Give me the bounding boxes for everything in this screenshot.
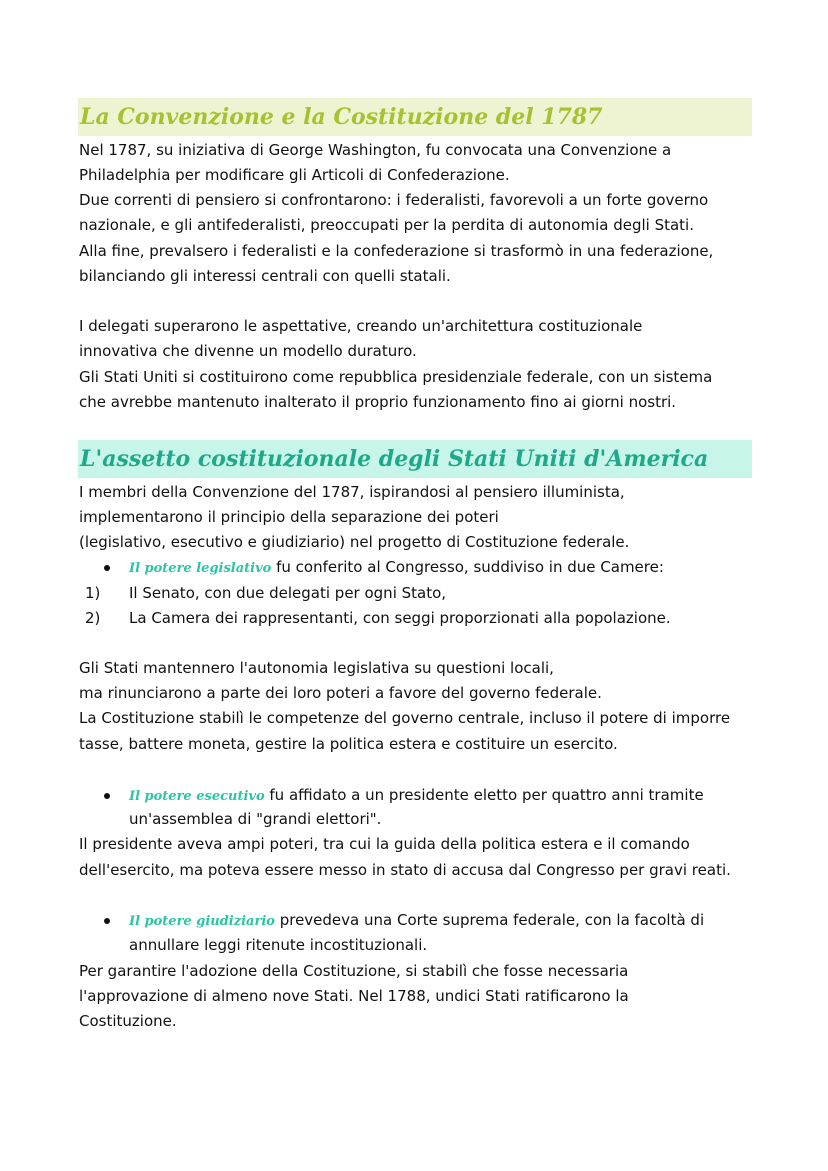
paragraph-line: implementarono il principio della separazione dei poteri bbox=[79, 508, 499, 526]
bullet-text: fu affidato a un presidente eletto per quattro anni tramite bbox=[264, 786, 704, 804]
bullet-icon bbox=[104, 565, 110, 571]
paragraph-line: Nel 1787, su iniziativa di George Washington, fu convocata una Convenzione a bbox=[79, 141, 672, 159]
paragraph-line: Gli Stati Uniti si costituirono come repubblica presidenziale federale, con un sistema bbox=[79, 368, 713, 386]
paragraph-line: nazionale, e gli antifederalisti, preoccupati per la perdita di autonomia degli Stati. bbox=[79, 216, 694, 234]
paragraph-line: tasse, battere moneta, gestire la politica estera e costituire un esercito. bbox=[79, 735, 618, 753]
keyword-giudiziario: Il potere giudiziario bbox=[129, 914, 275, 929]
bullet-giudiziario bbox=[129, 910, 704, 932]
paragraph-line: bilanciando gli interessi centrali con quelli statali. bbox=[79, 267, 451, 285]
paragraph-line: Costituzione. bbox=[79, 1012, 177, 1030]
paragraph-line: Gli Stati mantennero l'autonomia legislativa su questioni locali, bbox=[79, 659, 554, 677]
list-number: 2) bbox=[85, 609, 101, 627]
paragraph-line: Due correnti di pensiero si confrontarono: i federalisti, favorevoli a un forte governo bbox=[79, 191, 709, 209]
section-heading-convenzione: La Convenzione e la Costituzione del 1787 bbox=[78, 98, 752, 136]
bullet-continuation: annullare leggi ritenute incostituzionali. bbox=[129, 936, 428, 954]
paragraph-line: I membri della Convenzione del 1787, ispirandosi al pensiero illuminista, bbox=[79, 483, 625, 501]
bullet-text: fu conferito al Congresso, suddiviso in due Camere: bbox=[271, 558, 664, 576]
bullet-continuation: un'assemblea di "grandi elettori". bbox=[129, 810, 382, 828]
list-number: 1) bbox=[85, 584, 101, 602]
bullet-esecutivo bbox=[129, 785, 704, 807]
paragraph-line: innovativa che divenne un modello duraturo. bbox=[79, 342, 417, 360]
paragraph-line: (legislativo, esecutivo e giudiziario) nel progetto di Costituzione federale. bbox=[79, 533, 630, 551]
paragraph-line: dell'esercito, ma poteva essere messo in stato di accusa dal Congresso per gravi reati. bbox=[79, 861, 731, 879]
paragraph-line: Per garantire l'adozione della Costituzione, si stabilì che fosse necessaria bbox=[79, 962, 629, 980]
keyword-esecutivo: Il potere esecutivo bbox=[129, 789, 265, 804]
paragraph-line: Philadelphia per modificare gli Articoli di Confederazione. bbox=[79, 166, 510, 184]
paragraph-line: che avrebbe mantenuto inalterato il proprio funzionamento fino ai giorni nostri. bbox=[79, 393, 677, 411]
paragraph-line: La Costituzione stabilì le competenze del governo centrale, incluso il potere di imporre bbox=[79, 709, 731, 727]
paragraph-line: l'approvazione di almeno nove Stati. Nel 1788, undici Stati ratificarono la bbox=[79, 987, 629, 1005]
paragraph-line: Il presidente aveva ampi poteri, tra cui la guida della politica estera e il comando bbox=[79, 835, 690, 853]
keyword-legislativo: Il potere legislativo bbox=[129, 561, 272, 576]
bullet-text: prevedeva una Corte suprema federale, con la facoltà di bbox=[274, 911, 705, 929]
paragraph-line: I delegati superarono le aspettative, creando un'architettura costituzionale bbox=[79, 317, 643, 335]
section-heading-assetto: L'assetto costituzionale degli Stati Uniti d'America bbox=[78, 440, 752, 478]
bullet-icon bbox=[104, 918, 110, 924]
list-item: Il Senato, con due delegati per ogni Stato, bbox=[129, 584, 447, 602]
paragraph-line: ma rinunciarono a parte dei loro poteri a favore del governo federale. bbox=[79, 684, 602, 702]
list-item: La Camera dei rappresentanti, con seggi proporzionati alla popolazione. bbox=[129, 609, 671, 627]
bullet-legislativo bbox=[129, 557, 664, 579]
bullet-icon bbox=[104, 793, 110, 799]
paragraph-line: Alla fine, prevalsero i federalisti e la confederazione si trasformò in una federazione, bbox=[79, 242, 714, 260]
